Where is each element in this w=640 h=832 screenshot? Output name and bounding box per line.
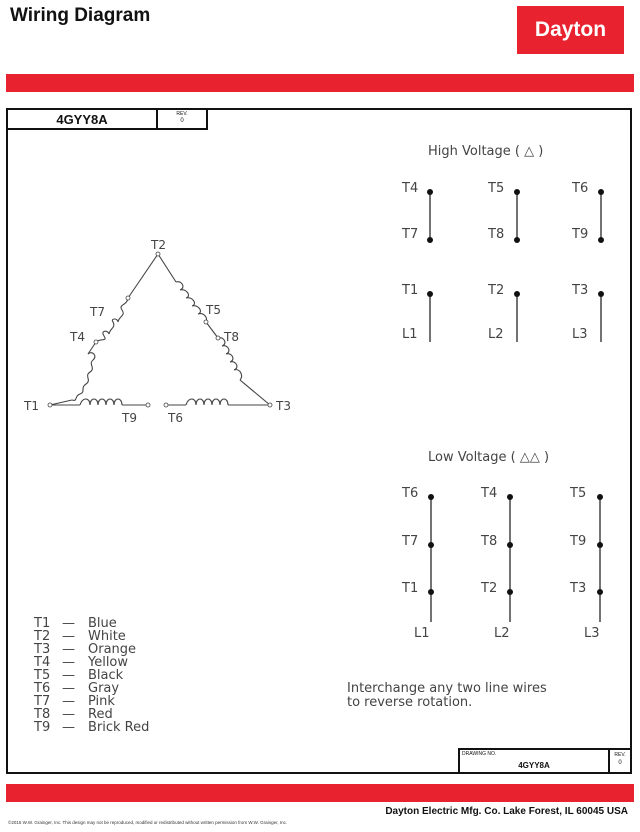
lv-label-t6: T6 xyxy=(402,486,419,501)
high-voltage-labels xyxy=(401,181,588,342)
low-voltage-connections xyxy=(431,497,600,622)
lv-label-t3: T3 xyxy=(570,581,587,596)
hv-label-t9: T9 xyxy=(572,227,589,242)
delta-coil-t8-t3 xyxy=(218,338,242,380)
lv-label-t5: T5 xyxy=(570,486,587,501)
hv-dot-t4 xyxy=(427,189,433,195)
rev-value: 0 xyxy=(180,118,184,124)
bottom-red-bar xyxy=(6,784,634,802)
lv-dot-t3 xyxy=(597,589,603,595)
legend-terminal-t4: T4 xyxy=(34,655,51,670)
page-title: Wiring Diagram xyxy=(10,5,151,26)
legend-dash-t9: — xyxy=(62,720,75,735)
delta-lead-t3 xyxy=(240,380,270,405)
delta-lead-t2-t7 xyxy=(128,254,158,298)
legend-terminal-t3: T3 xyxy=(34,642,51,657)
lv-label-t8: T8 xyxy=(481,534,498,549)
delta-lead-t1 xyxy=(50,400,72,405)
high-voltage-connections xyxy=(430,192,601,342)
hv-label-l3: L3 xyxy=(572,327,588,342)
legend-color-t5: Black xyxy=(88,668,124,683)
hv-label-t5: T5 xyxy=(488,181,505,196)
hv-dot-t9 xyxy=(598,237,604,243)
legend-dash-t6: — xyxy=(62,681,75,696)
delta-node-t2 xyxy=(156,252,160,256)
hv-label-t4: T4 xyxy=(402,181,419,196)
hv-label-t2: T2 xyxy=(488,283,505,298)
delta-node-t4 xyxy=(94,340,98,344)
hv-label-t8: T8 xyxy=(488,227,505,242)
rotation-note xyxy=(347,681,547,710)
delta-node-t8 xyxy=(216,336,220,340)
lv-label-l2: L2 xyxy=(494,626,510,641)
drawing-rev-box xyxy=(608,748,632,774)
high-voltage-dots xyxy=(427,189,604,297)
hv-label-l2: L2 xyxy=(488,327,504,342)
legend-terminal-t2: T2 xyxy=(34,629,51,644)
legend-dash-t3: — xyxy=(62,642,75,657)
delta-coil-t2-t5 xyxy=(176,282,207,322)
high-voltage-title: High Voltage ( △ ) xyxy=(428,144,544,159)
legend-color-t6: Gray xyxy=(88,681,120,696)
legend-color-t9: Brick Red xyxy=(88,720,150,735)
delta-labels xyxy=(23,238,291,425)
color-legend xyxy=(33,616,149,735)
lv-dot-t8 xyxy=(507,542,513,548)
note-line-1: Interchange any two line wires xyxy=(347,681,547,696)
delta-coil-t1-t9 xyxy=(80,399,122,405)
delta-node-t7 xyxy=(126,296,130,300)
legend-dash-t2: — xyxy=(62,629,75,644)
delta-node-t3 xyxy=(268,403,272,407)
lv-dot-t5 xyxy=(597,494,603,500)
delta-node-t5 xyxy=(204,320,208,324)
lv-label-t2: T2 xyxy=(481,581,498,596)
legend-dash-t4: — xyxy=(62,655,75,670)
hv-label-t6: T6 xyxy=(572,181,589,196)
company-address: Dayton Electric Mfg. Co. Lake Forest, IL 60045 USA xyxy=(385,806,628,817)
hv-label-t7: T7 xyxy=(402,227,419,242)
lv-label-t1: T1 xyxy=(402,581,419,596)
drawing-number-label: DRAWING NO. xyxy=(462,751,497,757)
delta-label-t1: T1 xyxy=(24,399,39,413)
legend-terminal-t6: T6 xyxy=(34,681,51,696)
drawing-rev-value: 0 xyxy=(618,760,622,766)
legend-dash-t5: — xyxy=(62,668,75,683)
lv-dot-t9 xyxy=(597,542,603,548)
rev-label: REV. xyxy=(176,111,188,117)
lv-dot-t2 xyxy=(507,589,513,595)
part-number: 4GYY8A xyxy=(56,111,108,127)
delta-node-t9 xyxy=(146,403,150,407)
legend-terminal-t5: T5 xyxy=(34,668,51,683)
hv-dot-t3 xyxy=(598,291,604,297)
legend-terminal-t8: T8 xyxy=(34,707,51,722)
drawing-number-box xyxy=(458,748,610,774)
legend-color-t1: Blue xyxy=(88,616,117,631)
delta-label-t8: T8 xyxy=(224,330,239,344)
delta-label-t9: T9 xyxy=(122,411,137,425)
lv-dot-t4 xyxy=(507,494,513,500)
legend-dash-t8: — xyxy=(62,707,75,722)
delta-label-t4: T4 xyxy=(70,330,85,344)
lv-dot-t1 xyxy=(428,589,434,595)
legend-dash-t1: — xyxy=(62,616,75,631)
legend-color-t2: White xyxy=(88,629,126,644)
lv-label-t4: T4 xyxy=(481,486,498,501)
hv-dot-t6 xyxy=(598,189,604,195)
delta-label-t3: T3 xyxy=(276,399,291,413)
note-line-2: to reverse rotation. xyxy=(347,695,473,710)
delta-lead-t2-t5 xyxy=(158,254,176,282)
delta-coil-t4-t1 xyxy=(72,353,95,401)
hv-label-t1: T1 xyxy=(402,283,419,298)
lv-label-l1: L1 xyxy=(414,626,430,641)
lv-label-t7: T7 xyxy=(402,534,419,549)
hv-dot-t8 xyxy=(514,237,520,243)
legend-terminal-t1: T1 xyxy=(34,616,51,631)
legend-color-t7: Pink xyxy=(88,694,115,709)
hv-label-t3: T3 xyxy=(572,283,589,298)
copyright-notice: ©2015 W.W. Grainger, Inc. This design may not be reproduced, modified or redistributed without written permission from W.W. Grainger, Inc. xyxy=(8,820,288,825)
hv-dot-t5 xyxy=(514,189,520,195)
lv-dot-t7 xyxy=(428,542,434,548)
delta-label-t7: T7 xyxy=(90,305,105,319)
delta-label-t2: T2 xyxy=(151,238,166,252)
legend-color-t3: Orange xyxy=(88,642,137,657)
low-voltage-title: Low Voltage ( △△ ) xyxy=(428,450,550,465)
legend-terminal-t7: T7 xyxy=(34,694,51,709)
lv-dot-t6 xyxy=(428,494,434,500)
legend-terminal-t9: T9 xyxy=(34,720,51,735)
drawing-number-value: 4GYY8A xyxy=(518,761,550,770)
drawing-rev-label: REV. xyxy=(614,752,626,758)
hv-dot-t2 xyxy=(514,291,520,297)
delta-lead-t8 xyxy=(206,322,218,338)
hv-label-l1: L1 xyxy=(402,327,418,342)
delta-node-t6 xyxy=(164,403,168,407)
legend-dash-t7: — xyxy=(62,694,75,709)
delta-label-t5: T5 xyxy=(206,303,221,317)
hv-dot-t1 xyxy=(427,291,433,297)
hv-dot-t7 xyxy=(427,237,433,243)
legend-color-t4: Yellow xyxy=(88,655,129,670)
delta-label-t6: T6 xyxy=(168,411,183,425)
lv-label-l3: L3 xyxy=(584,626,600,641)
delta-node-t1 xyxy=(48,403,52,407)
legend-color-t8: Red xyxy=(88,707,113,722)
lv-label-t9: T9 xyxy=(570,534,587,549)
delta-coil-t6-t3 xyxy=(186,399,228,405)
dayton-logo: Dayton xyxy=(517,6,624,54)
